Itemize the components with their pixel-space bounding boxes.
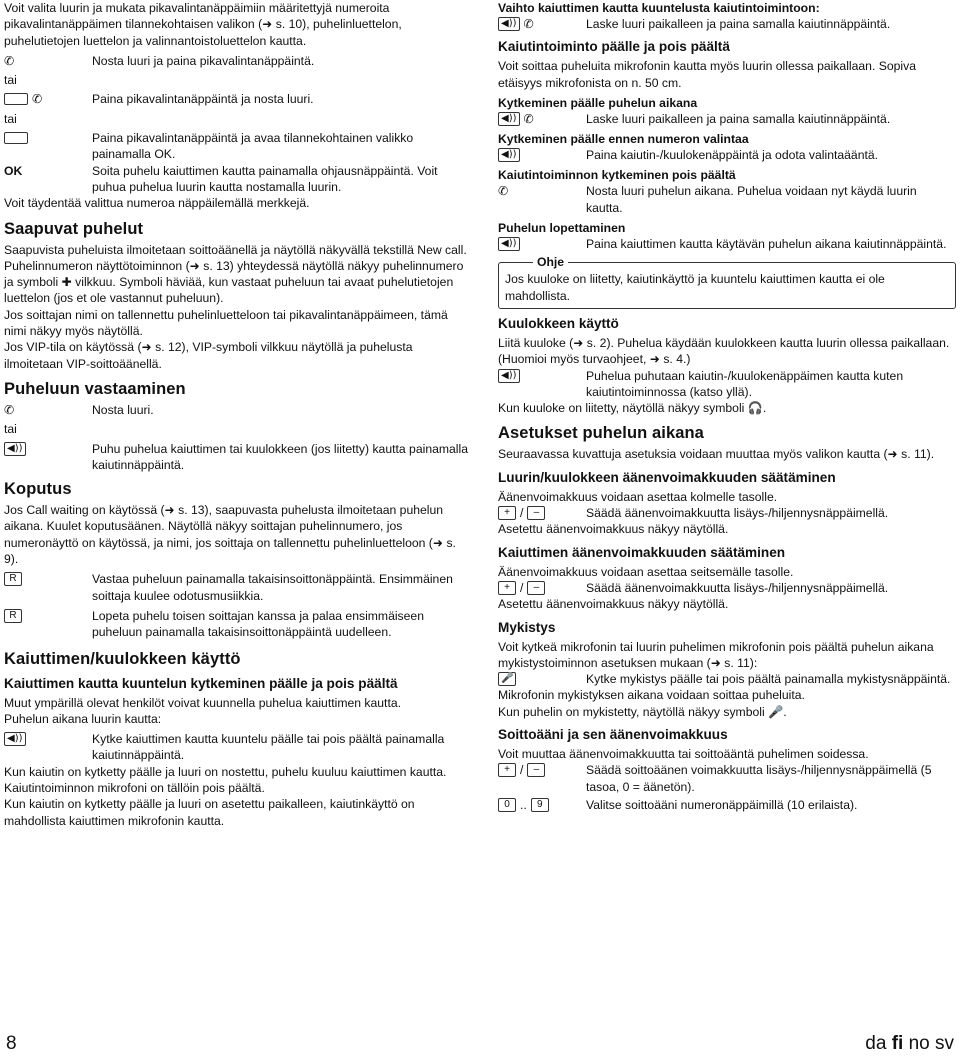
page-number: 8 (6, 1033, 17, 1054)
minus-key-icon: – (527, 763, 545, 777)
mute-p2: Mikrofonin mykistyksen aikana voidaan soittaa puheluita. (498, 688, 805, 703)
handset-lift-icon: ✆ (498, 184, 509, 199)
step-text: Puhu puhelua kaiuttimen tai kuulokkeen (jos liitetty) kautta painamalla kaiutinnäppäintä. (92, 441, 468, 472)
step-text: Kytke mykistys päälle tai pois päältä painamalla mykistysnäppäintä. (586, 672, 951, 687)
speaker-heading: Kaiuttimen/kuulokkeen käyttö (4, 649, 241, 668)
step-text: Paina kaiuttimen kautta käytävän puhelun aikana kaiutinnäppäintä. (586, 237, 947, 252)
ring-step-1 (498, 762, 956, 795)
vol-sp-heading: Kaiuttimen äänenvoimakkuuden säätäminen (498, 544, 786, 560)
supplement-text: Voit täydentää valittua numeroa näppäilemällä merkkejä. (4, 196, 310, 211)
step-press-menu (4, 130, 470, 163)
step-text: Säädä soittoäänen voimakkuutta lisäys-/hiljennysnäppäimellä (5 tasoa, 0 = äänetön). (586, 763, 932, 794)
ring-step-2 (498, 797, 956, 813)
speaker-key-icon: ◀)) (498, 112, 520, 126)
incoming-p1: Saapuvista puheluista ilmoitetaan soittoäänellä ja näytöllä näkyvällä tekstillä New call. (4, 242, 467, 257)
vol-hs-p1: Äänenvoimakkuus voidaan asettaa kolmelle tasolle. (498, 489, 778, 504)
mute-p3: Kun puhelin on mykistetty, näytöllä näkyy symboli 🎤. (498, 704, 787, 719)
slash: / (520, 505, 524, 520)
speaker-p2: Puhelun aikana luurin kautta: (4, 711, 162, 726)
incoming-calls-heading: Saapuvat puhelut (4, 219, 144, 238)
slash: / (520, 580, 524, 595)
incoming-p4: Jos VIP-tila on käytössä (➜ s. 12), VIP-symboli vilkkuu näytöllä ja puhelusta ilmoitetaan VIP-soittoäänellä. (4, 340, 413, 371)
hf-end-step (498, 236, 956, 252)
step-text: Lopeta puhelu toisen soittajan kanssa ja palaa ensimmäiseen puheluun painamalla takaisinsoittonäppäintä uudelleen. (92, 608, 424, 640)
note-label: Ohje (533, 254, 568, 270)
speaker-key-icon: ◀)) (498, 17, 520, 31)
mute-heading: Mykistys (498, 619, 556, 635)
minus-key-icon: – (527, 581, 545, 595)
headset-p2: Kun kuuloke on liitetty, näytöllä näkyy symboli 🎧. (498, 401, 767, 416)
speaker-step-1 (4, 731, 470, 764)
speaker-key-icon: ◀)) (498, 369, 520, 383)
step-text: Soita puhelu kaiuttimen kautta painamalla ohjausnäppäintä. Voit puhua puhelua luurin kautta nostamalla luurin. (92, 163, 438, 194)
recall-key-icon: R (4, 572, 22, 586)
hf-off-step (498, 183, 956, 216)
hf-off-heading: Kaiutintoiminnon kytkeminen pois päältä (498, 168, 736, 183)
vol-hs-heading: Luurin/kuulokkeen äänenvoimakkuuden säätäminen (498, 469, 836, 485)
hf-heading: Kaiutintoiminto päälle ja pois päältä (498, 39, 730, 55)
speed-dial-key-icon (4, 132, 28, 144)
right-column (498, 0, 956, 813)
step-text: Säädä äänenvoimakkuutta lisäys-/hiljennysnäppäimellä. (586, 506, 889, 521)
speaker-p1: Muut ympärillä olevat henkilöt voivat kuunnella puhelua kaiuttimen kautta. (4, 695, 401, 710)
hf-before-heading: Kytkeminen päälle ennen numeron valintaa (498, 132, 749, 147)
mute-step (498, 671, 956, 687)
step-text: Kytke kaiuttimen kautta kuuntelu päälle tai pois päältä painamalla kaiutinnäppäintä. (92, 732, 445, 763)
recall-key-icon: R (4, 609, 22, 623)
headset-heading: Kuulokkeen käyttö (498, 315, 619, 331)
step-text: Vastaa puheluun painamalla takaisinsoittonäppäintä. Ensimmäinen soittaja kuulee odotusmusiikkia. (92, 572, 453, 603)
switch-heading: Vaihto kaiuttimen kautta kuuntelusta kaiutintoimintoon: (498, 1, 820, 15)
step-text: Nosta luuri ja paina pikavalintanäppäintä. (92, 53, 315, 68)
step-text: Valitse soittoääni numeronäppäimillä (10 erilaista). (586, 797, 858, 812)
step-text: Puhelua puhutaan kaiutin-/kuulokenäppäimen kautta kuten kaiutintoiminnossa (katso yllä). (586, 368, 904, 399)
knock-text: Jos Call waiting on käytössä (➜ s. 13), saapuvasta puhelusta ilmoitetaan puhelun aikana. Kuulet koputusäänen. Näytöllä näkyy soittajan puhelinnumero, jos numeronäyttö on käytössä, ja nimi, jos soittaja on tallennettu puhelinluetteloon (➜ s. 9). (4, 503, 456, 567)
speaker-subheading: Kaiuttimen kautta kuuntelun kytkeminen päälle ja pois päältä (4, 675, 398, 691)
step-text: Laske luuri paikalleen ja paina samalla kaiutinnäppäintä. (586, 111, 891, 126)
answer-heading: Puheluun vastaaminen (4, 379, 186, 398)
step-lift-press (4, 53, 470, 69)
hf-p1: Voit soittaa puheluita mikrofonin kautta myös luurin ollessa paikallaan. Sopiva etäisyys mikrofonista on n. 50 cm. (498, 59, 916, 90)
handset-down-icon: ✆ (523, 111, 534, 126)
step-ok (4, 163, 470, 196)
incoming-p2: Puhelinnumeron näyttötoiminnon (➜ s. 13) yhteydessä näytöllä näkyy puhelinnumero ja symboli ✚ vilkkuu. Symboli häviää, kun vastaat puheluun tai avaat puhelutietojen luettelon (jos et ole vastannut puheluun). (4, 258, 464, 306)
mute-p1: Voit kytkeä mikrofonin tai luurin puhelimen mikrofonin pois päältä puhelun aikana mykistystoiminnon asetuksen mukaan (➜ s. 11): (498, 639, 934, 670)
ring-p1: Voit muuttaa äänenvoimakkuutta tai soittoääntä puhelimen soidessa. (498, 747, 869, 762)
language-tags (865, 1033, 954, 1055)
step-text: Säädä äänenvoimakkuutta lisäys-/hiljennysnäppäimellä. (586, 580, 889, 595)
handset-lift-icon: ✆ (4, 402, 15, 417)
knock-heading: Koputus (4, 480, 72, 499)
zero-key-icon: 0 (498, 798, 516, 812)
speaker-key-icon: ◀)) (4, 732, 26, 746)
or-label: tai (4, 111, 17, 126)
dots: .. (520, 797, 527, 812)
step-text: Laske luuri paikalleen ja paina samalla kaiutinnäppäintä. (586, 17, 891, 31)
step-text: Paina kaiutin-/kuulokenäppäintä ja odota valintaääntä. (586, 148, 879, 163)
vol-sp-p2: Asetettu äänenvoimakkuus näkyy näytöllä. (498, 597, 729, 612)
note-box (498, 255, 956, 309)
speaker-key-icon: ◀)) (4, 442, 26, 456)
minus-key-icon: – (527, 506, 545, 520)
lang-no: no (908, 1033, 930, 1054)
handset-down-icon: ✆ (523, 16, 534, 31)
hf-before-step (498, 147, 956, 163)
hf-on-call-heading: Kytkeminen päälle puhelun aikana (498, 95, 698, 110)
headset-step (498, 368, 956, 401)
answer-step-2 (4, 441, 470, 474)
handset-lift-icon: ✆ (32, 92, 43, 107)
ring-heading: Soittoääni ja sen äänenvoimakkuus (498, 727, 728, 743)
plus-key-icon: + (498, 763, 516, 777)
speaker-p3: Kun kaiutin on kytketty päälle ja luuri on nostettu, puhelu kuuluu kaiuttimen kautta. Kaiutintoiminnon mikrofoni on tällöin pois päältä. (4, 764, 447, 795)
step-text: Paina pikavalintanäppäintä ja nosta luuri. (92, 92, 314, 107)
speaker-key-icon: ◀)) (498, 237, 520, 251)
mute-key-icon: 🎤 (498, 672, 516, 686)
plus-key-icon: + (498, 581, 516, 595)
hf-end-heading: Puhelun lopettaminen (498, 221, 626, 236)
lang-fi: fi (891, 1033, 904, 1054)
handset-lift-icon: ✆ (4, 53, 15, 68)
step-text: Paina pikavalintanäppäintä ja avaa tilannekohtainen valikko painamalla OK. (92, 131, 414, 162)
vol-sp-p1: Äänenvoimakkuus voidaan asettaa seitsemälle tasolle. (498, 564, 794, 579)
vol-hs-p2: Asetettu äänenvoimakkuus näkyy näytöllä. (498, 522, 729, 537)
switch-step (498, 16, 956, 32)
lang-da: da (865, 1033, 887, 1054)
settings-p1: Seuraavassa kuvattuja asetuksia voidaan muuttaa myös valikon kautta (➜ s. 11). (498, 447, 935, 462)
settings-heading: Asetukset puhelun aikana (498, 424, 704, 443)
ok-key-label: OK (4, 163, 23, 178)
speaker-p4: Kun kaiutin on kytketty päälle ja luuri on asetettu paikalleen, kaiutinkäyttö on mahdollista kaiuttimen mikrofonin kautta. (4, 797, 415, 828)
plus-key-icon: + (498, 506, 516, 520)
left-column (4, 0, 470, 829)
headset-p1: Liitä kuuloke (➜ s. 2). Puhelua käydään kuulokkeen kautta luurin ollessa paikallaan. (Huomioi myös turvaohjeet, ➜ s. 4.) (498, 335, 950, 367)
vol-hs-step (498, 505, 956, 521)
knock-step-2 (4, 608, 470, 641)
vol-sp-step (498, 580, 956, 596)
intro-text: Voit valita luurin ja mukata pikavalintanäppäimiin määritettyjä numeroita pikavalintanäppäimen tilannekohtaisen valikon (➜ s. 10), puhelinluettelon, puhelutietojen luettelon ja valinnantoistoluettelon kautta. (4, 1, 402, 48)
speaker-key-icon: ◀)) (498, 148, 520, 162)
or-label: tai (4, 422, 17, 437)
answer-step-1 (4, 402, 470, 418)
incoming-p3: Jos soittajan nimi on tallennettu puhelinluetteloon tai pikavalintanäppäimeen, tämä nimi näkyy myös näytöllä. (4, 307, 448, 339)
note-text: Jos kuuloke on liitetty, kaiutinkäyttö ja kuuntelu kaiuttimen kautta ei ole mahdollista. (505, 272, 885, 303)
knock-step-1 (4, 571, 470, 604)
step-text: Nosta luuri. (92, 402, 154, 417)
lang-sv: sv (935, 1033, 954, 1054)
hf-on-call-step (498, 111, 956, 127)
step-text: Nosta luuri puhelun aikana. Puhelua voidaan nyt käydä luurin kautta. (586, 184, 917, 215)
step-press-lift (4, 91, 470, 107)
speed-dial-key-icon (4, 93, 28, 105)
nine-key-icon: 9 (531, 798, 549, 812)
or-label: tai (4, 73, 17, 88)
slash: / (520, 763, 524, 778)
